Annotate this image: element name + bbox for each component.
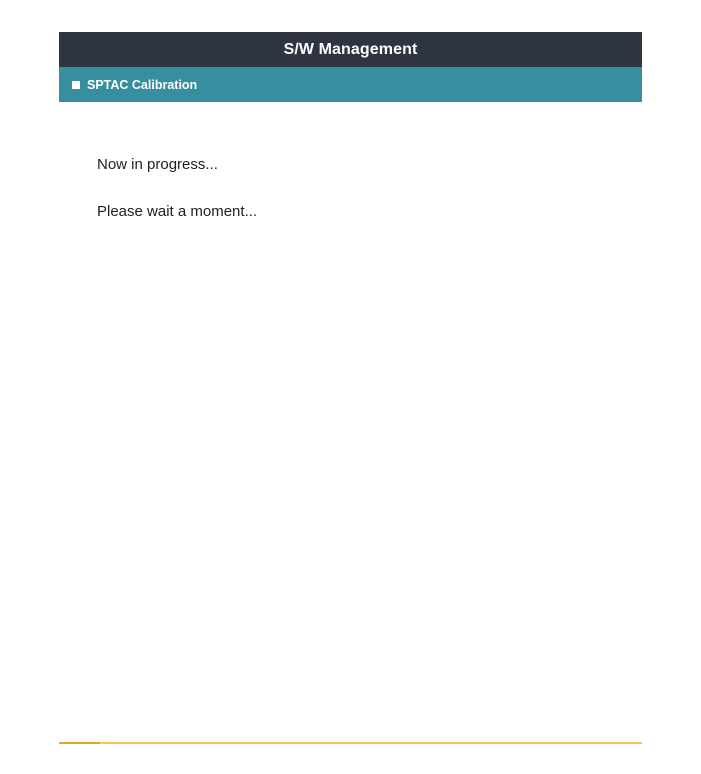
progress-message: Now in progress... <box>97 156 218 173</box>
title-bar <box>59 32 642 67</box>
section-header <box>59 67 642 102</box>
square-bullet-icon <box>72 81 80 89</box>
section-label: SPTAC Calibration <box>87 77 198 92</box>
progress-bar-fill <box>59 742 100 744</box>
wait-message: Please wait a moment... <box>97 203 258 220</box>
page-title: S/W Management <box>283 40 418 58</box>
progress-bar <box>59 742 642 744</box>
